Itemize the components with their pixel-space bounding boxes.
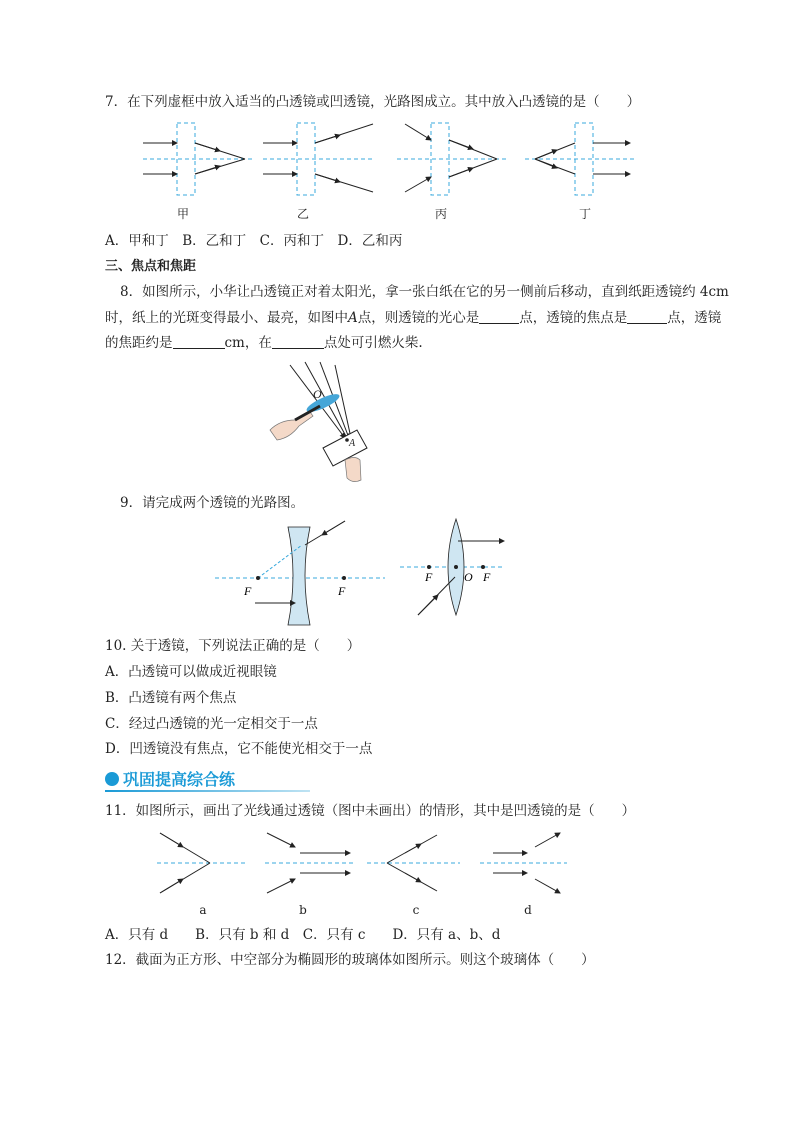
answer-blank-ignite-point[interactable] xyxy=(272,334,324,349)
hand-icon xyxy=(345,458,361,482)
q8-line2 xyxy=(105,308,721,328)
q7-diagram-bing xyxy=(397,123,507,195)
q8-line1: 8．如图所示，小华让凸透镜正对着太阳光，拿一张白纸在它的另一侧前后移动，直到纸距透镜约 4cm xyxy=(120,284,729,300)
fig-label-a: A xyxy=(349,438,356,449)
fig-label-f: F xyxy=(483,570,491,584)
q11-figure xyxy=(155,825,575,900)
q11-caption-a: a xyxy=(199,903,207,917)
q8-line3 xyxy=(105,333,423,353)
fig-label-f: F xyxy=(244,584,252,598)
section-banner xyxy=(105,766,310,792)
q7-options: A．甲和丁 B．乙和丁 C．丙和丁 D．乙和丙 xyxy=(105,233,403,249)
answer-blank-focus[interactable] xyxy=(627,309,667,324)
fig-label-o: O xyxy=(464,570,473,584)
q8-text: 点，透镜的焦点是 xyxy=(519,310,628,326)
q10-option-b: B．凸透镜有两个焦点 xyxy=(105,690,237,706)
banner-underline xyxy=(105,790,310,792)
q8-text: 点，透镜 xyxy=(667,310,722,326)
q8-figure xyxy=(265,360,375,485)
q8-text: 时，纸上的光斑变得最小、最亮，如图中 xyxy=(105,310,348,326)
q7-diagram-ding xyxy=(525,123,635,195)
hand-icon xyxy=(270,412,313,440)
q8-text: 点处可引燃火柴. xyxy=(323,335,423,351)
q10-option-c: C．经过凸透镜的光一定相交于一点 xyxy=(105,716,318,732)
answer-blank-focal-length[interactable] xyxy=(173,334,225,349)
section-title: 三、焦点和焦距 xyxy=(105,259,197,274)
q11-stem: 11．如图所示，画出了光线通过透镜（图中未画出）的情形，其中是凹透镜的是（ ） xyxy=(105,803,636,819)
q12-stem: 12．截面为正方形、中空部分为椭圆形的玻璃体如图所示。则这个玻璃体（ ） xyxy=(105,952,595,968)
q11-caption-c: c xyxy=(412,903,420,917)
q7-diagram-jia xyxy=(143,123,255,195)
fig-label-f: F xyxy=(338,584,346,598)
banner-title: 巩固提高综合练 xyxy=(123,770,236,789)
q8-text: 的焦距约是 xyxy=(105,335,173,351)
answer-blank-optical-center[interactable] xyxy=(479,309,519,324)
q7-caption-b: 乙 xyxy=(296,207,309,221)
q10-option-a: A．凸透镜可以做成近视眼镜 xyxy=(105,664,277,680)
q9-stem: 9．请完成两个透镜的光路图。 xyxy=(120,495,305,511)
fig-label-o: O xyxy=(313,387,322,401)
q7-caption-c: 丙 xyxy=(434,207,447,221)
q8-text: cm，在 xyxy=(224,335,272,351)
q7-caption-a: 甲 xyxy=(176,207,189,221)
q7-stem: 7．在下列虚框中放入适当的凸透镜或凹透镜，光路图成立。其中放入凸透镜的是（ ） xyxy=(105,94,641,110)
q8-point-a: A xyxy=(348,310,358,326)
banner-bullet-icon xyxy=(105,772,119,786)
q11-caption-d: d xyxy=(524,903,532,917)
q9-figure xyxy=(210,515,510,630)
fig-label-f: F xyxy=(425,570,433,584)
q7-figure xyxy=(135,118,655,200)
q11-options: A．只有 d B．只有 b 和 d C．只有 c D．只有 a、b、d xyxy=(105,927,501,943)
q7-caption-d: 丁 xyxy=(578,207,591,221)
concave-lens xyxy=(288,527,310,625)
q11-caption-b: b xyxy=(299,903,307,917)
q7-diagram-yi xyxy=(263,123,375,195)
q10-stem: 10. 关于透镜，下列说法正确的是（ ） xyxy=(105,638,361,654)
q10-option-d: D．凹透镜没有焦点，它不能使光相交于一点 xyxy=(105,741,373,757)
q8-text: 点，则透镜的光心是 xyxy=(357,310,480,326)
